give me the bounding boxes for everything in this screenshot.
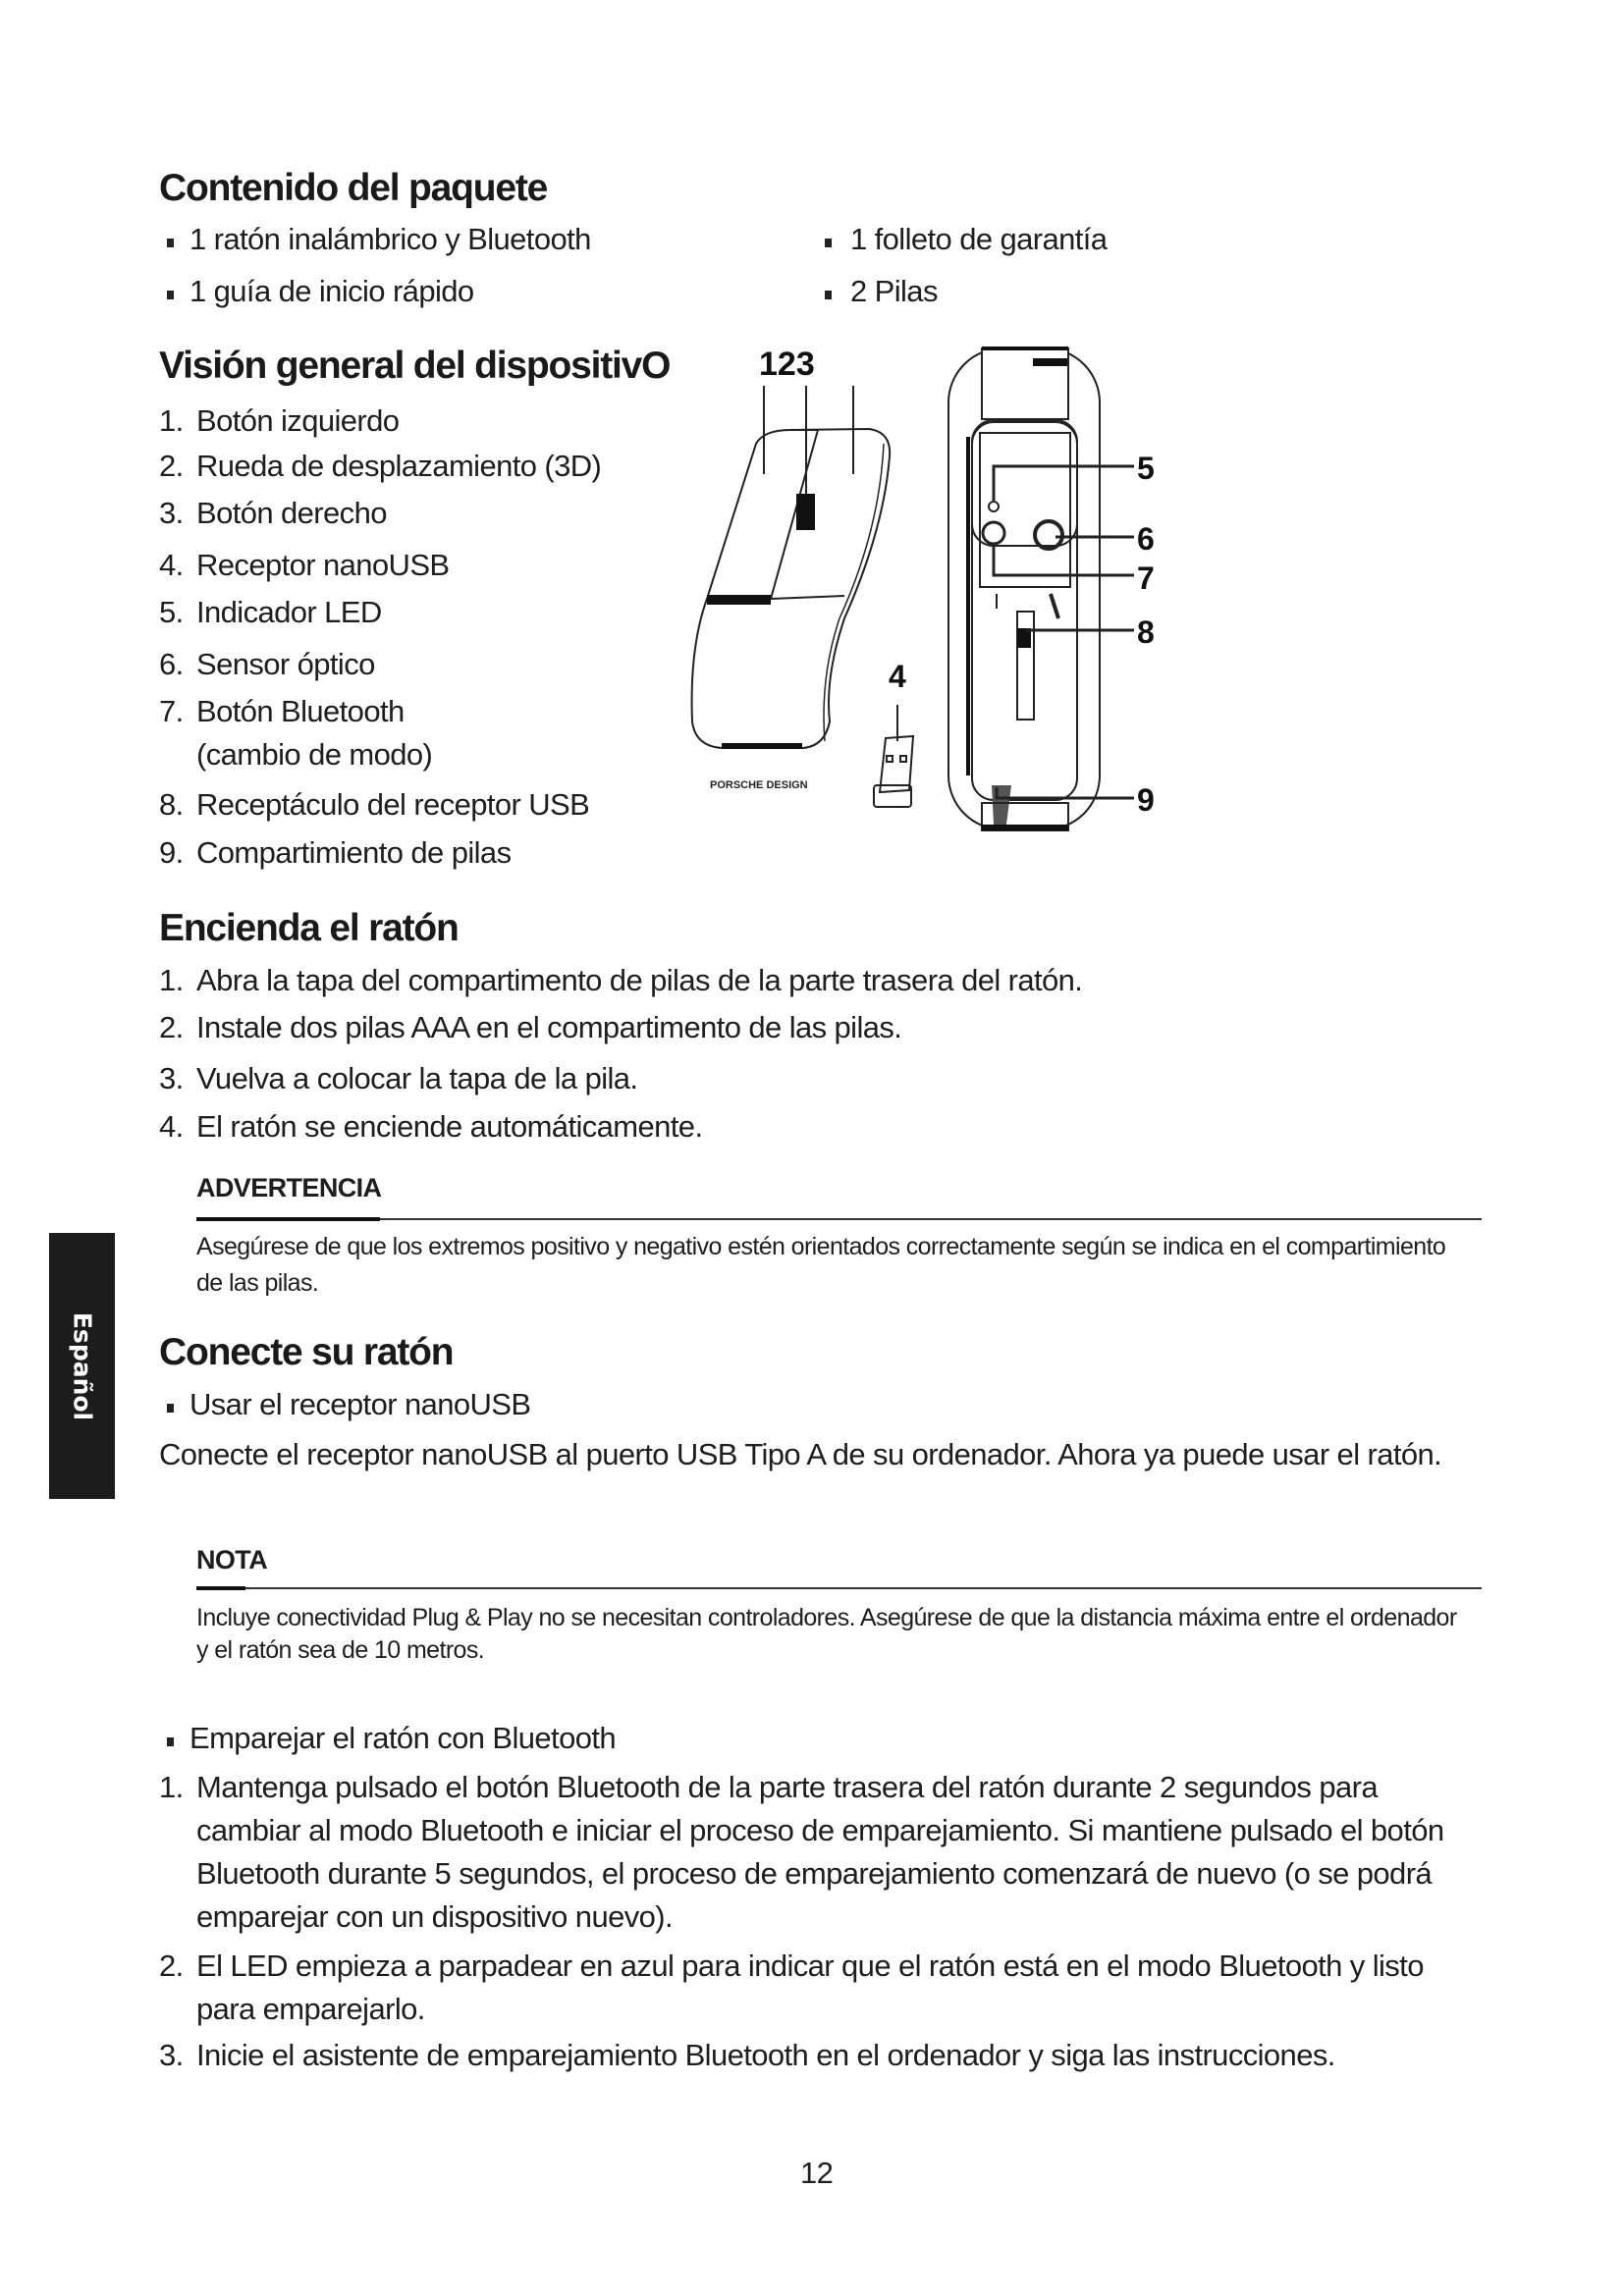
list-item: Inicie el asistente de emparejamiento Bluetooth en el ordenador y siga las instrucciones. [196,2038,1335,2072]
bullet-icon [825,239,832,247]
language-tab-label: Español [68,1311,96,1420]
list-number: 2. [159,449,184,483]
brand-logo: PORSCHE DESIGN [710,779,808,791]
list-number: 4. [159,1109,184,1144]
warning-text: Asegúrese de que los extremos positivo y negativo estén orientados correctamente según se indica en el compartimiento de las pilas. [196,1233,1446,1297]
bullet-icon [167,291,174,299]
mouse-diagram [687,334,1522,844]
diagram-label-7: 7 [1137,561,1155,596]
note-text: Incluye conectividad Plug & Play no se necesitan controladores. Asegúrese de que la distancia máxima entre el ordenador y el ratón sea de 10 metros. [196,1604,1457,1664]
list-item: 1 folleto de garantía [850,222,1108,256]
diagram-label-5: 5 [1137,451,1155,486]
list-item: Compartimiento de pilas [196,835,512,870]
list-item: Vuelva a colocar la tapa de la pila. [196,1061,638,1095]
list-item-continuation: (cambio de modo) [196,737,433,772]
list-item: 2 Pilas [850,274,938,308]
list-item: Abra la tapa del compartimento de pilas de la parte trasera del ratón. [196,963,1083,997]
list-number: 2. [159,1010,184,1044]
diagram-label-9: 9 [1137,782,1155,818]
mouse-top-view [692,346,891,791]
list-item: Rueda de desplazamiento (3D) [196,449,602,483]
diagram-label-123: 123 [759,346,815,383]
nano-usb-receiver [874,659,913,807]
list-number: 3. [159,2038,184,2072]
list-item: Sensor óptico [196,647,375,681]
list-number: 9. [159,835,184,870]
bullet-usb-receiver: Usar el receptor nanoUSB [189,1387,531,1421]
list-number: 7. [159,694,184,728]
list-item: Receptáculo del receptor USB [196,787,590,822]
bullet-icon [167,239,174,247]
note-label: NOTA [196,1545,268,1575]
note-divider [196,1587,1482,1589]
list-number: 3. [159,496,184,530]
list-number: 6. [159,647,184,681]
list-number: 5. [159,595,184,629]
section-title-connect: Conecte su ratón [159,1331,454,1373]
list-item: Receptor nanoUSB [196,548,450,582]
warning-label: ADVERTENCIA [196,1173,382,1202]
list-number: 3. [159,1061,184,1095]
list-item: Botón izquierdo [196,403,400,438]
list-item: 1 guía de inicio rápido [189,274,474,308]
list-number: 8. [159,787,184,822]
list-number: 1. [159,403,184,438]
section-title-package: Contenido del paquete [159,167,548,209]
list-number: 2. [159,1949,184,1983]
mouse-bottom-view [948,347,1155,830]
list-number: 4. [159,548,184,582]
list-item: 1 ratón inalámbrico y Bluetooth [189,222,591,256]
language-tab [49,1233,115,1499]
list-item: Instale dos pilas AAA en el compartimento de las pilas. [196,1010,902,1044]
list-item: Botón Bluetooth [196,694,405,728]
connect-paragraph: Conecte el receptor nanoUSB al puerto USB Tipo A de su ordenador. Ahora ya puede usar el ratón. [159,1437,1442,1471]
list-number: 1. [159,963,184,997]
list-item: Botón derecho [196,496,387,530]
diagram-label-8: 8 [1137,614,1155,650]
bullet-icon [167,1737,174,1746]
list-item: Mantenga pulsado el botón Bluetooth de la parte trasera del ratón durante 2 segundos para cambiar al modo Bluetooth e iniciar el proceso de emparejamiento. Si mantiene pulsado el botón Bluetooth durante 5 segundos, el proceso de emparejamiento comenzará de nuevo (o se podrá emparejar con un dispositivo nuevo). [196,1770,1444,1934]
section-title-overview: Visión general del dispositivO [159,345,671,387]
bullet-bluetooth: Emparejar el ratón con Bluetooth [189,1721,617,1755]
diagram-label-6: 6 [1137,521,1155,557]
bullet-icon [167,1404,174,1413]
page-number: 12 [800,2156,834,2190]
list-item: El LED empieza a parpadear en azul para indicar que el ratón está en el modo Bluetooth y listo para emparejarlo. [196,1949,1424,2026]
list-number: 1. [159,1770,184,1804]
section-title-power-on: Encienda el ratón [159,907,459,949]
bullet-icon [825,291,832,299]
list-item: Indicador LED [196,595,382,629]
list-item: El ratón se enciende automáticamente. [196,1109,703,1144]
diagram-label-4: 4 [889,659,906,694]
warning-divider [196,1218,1482,1220]
